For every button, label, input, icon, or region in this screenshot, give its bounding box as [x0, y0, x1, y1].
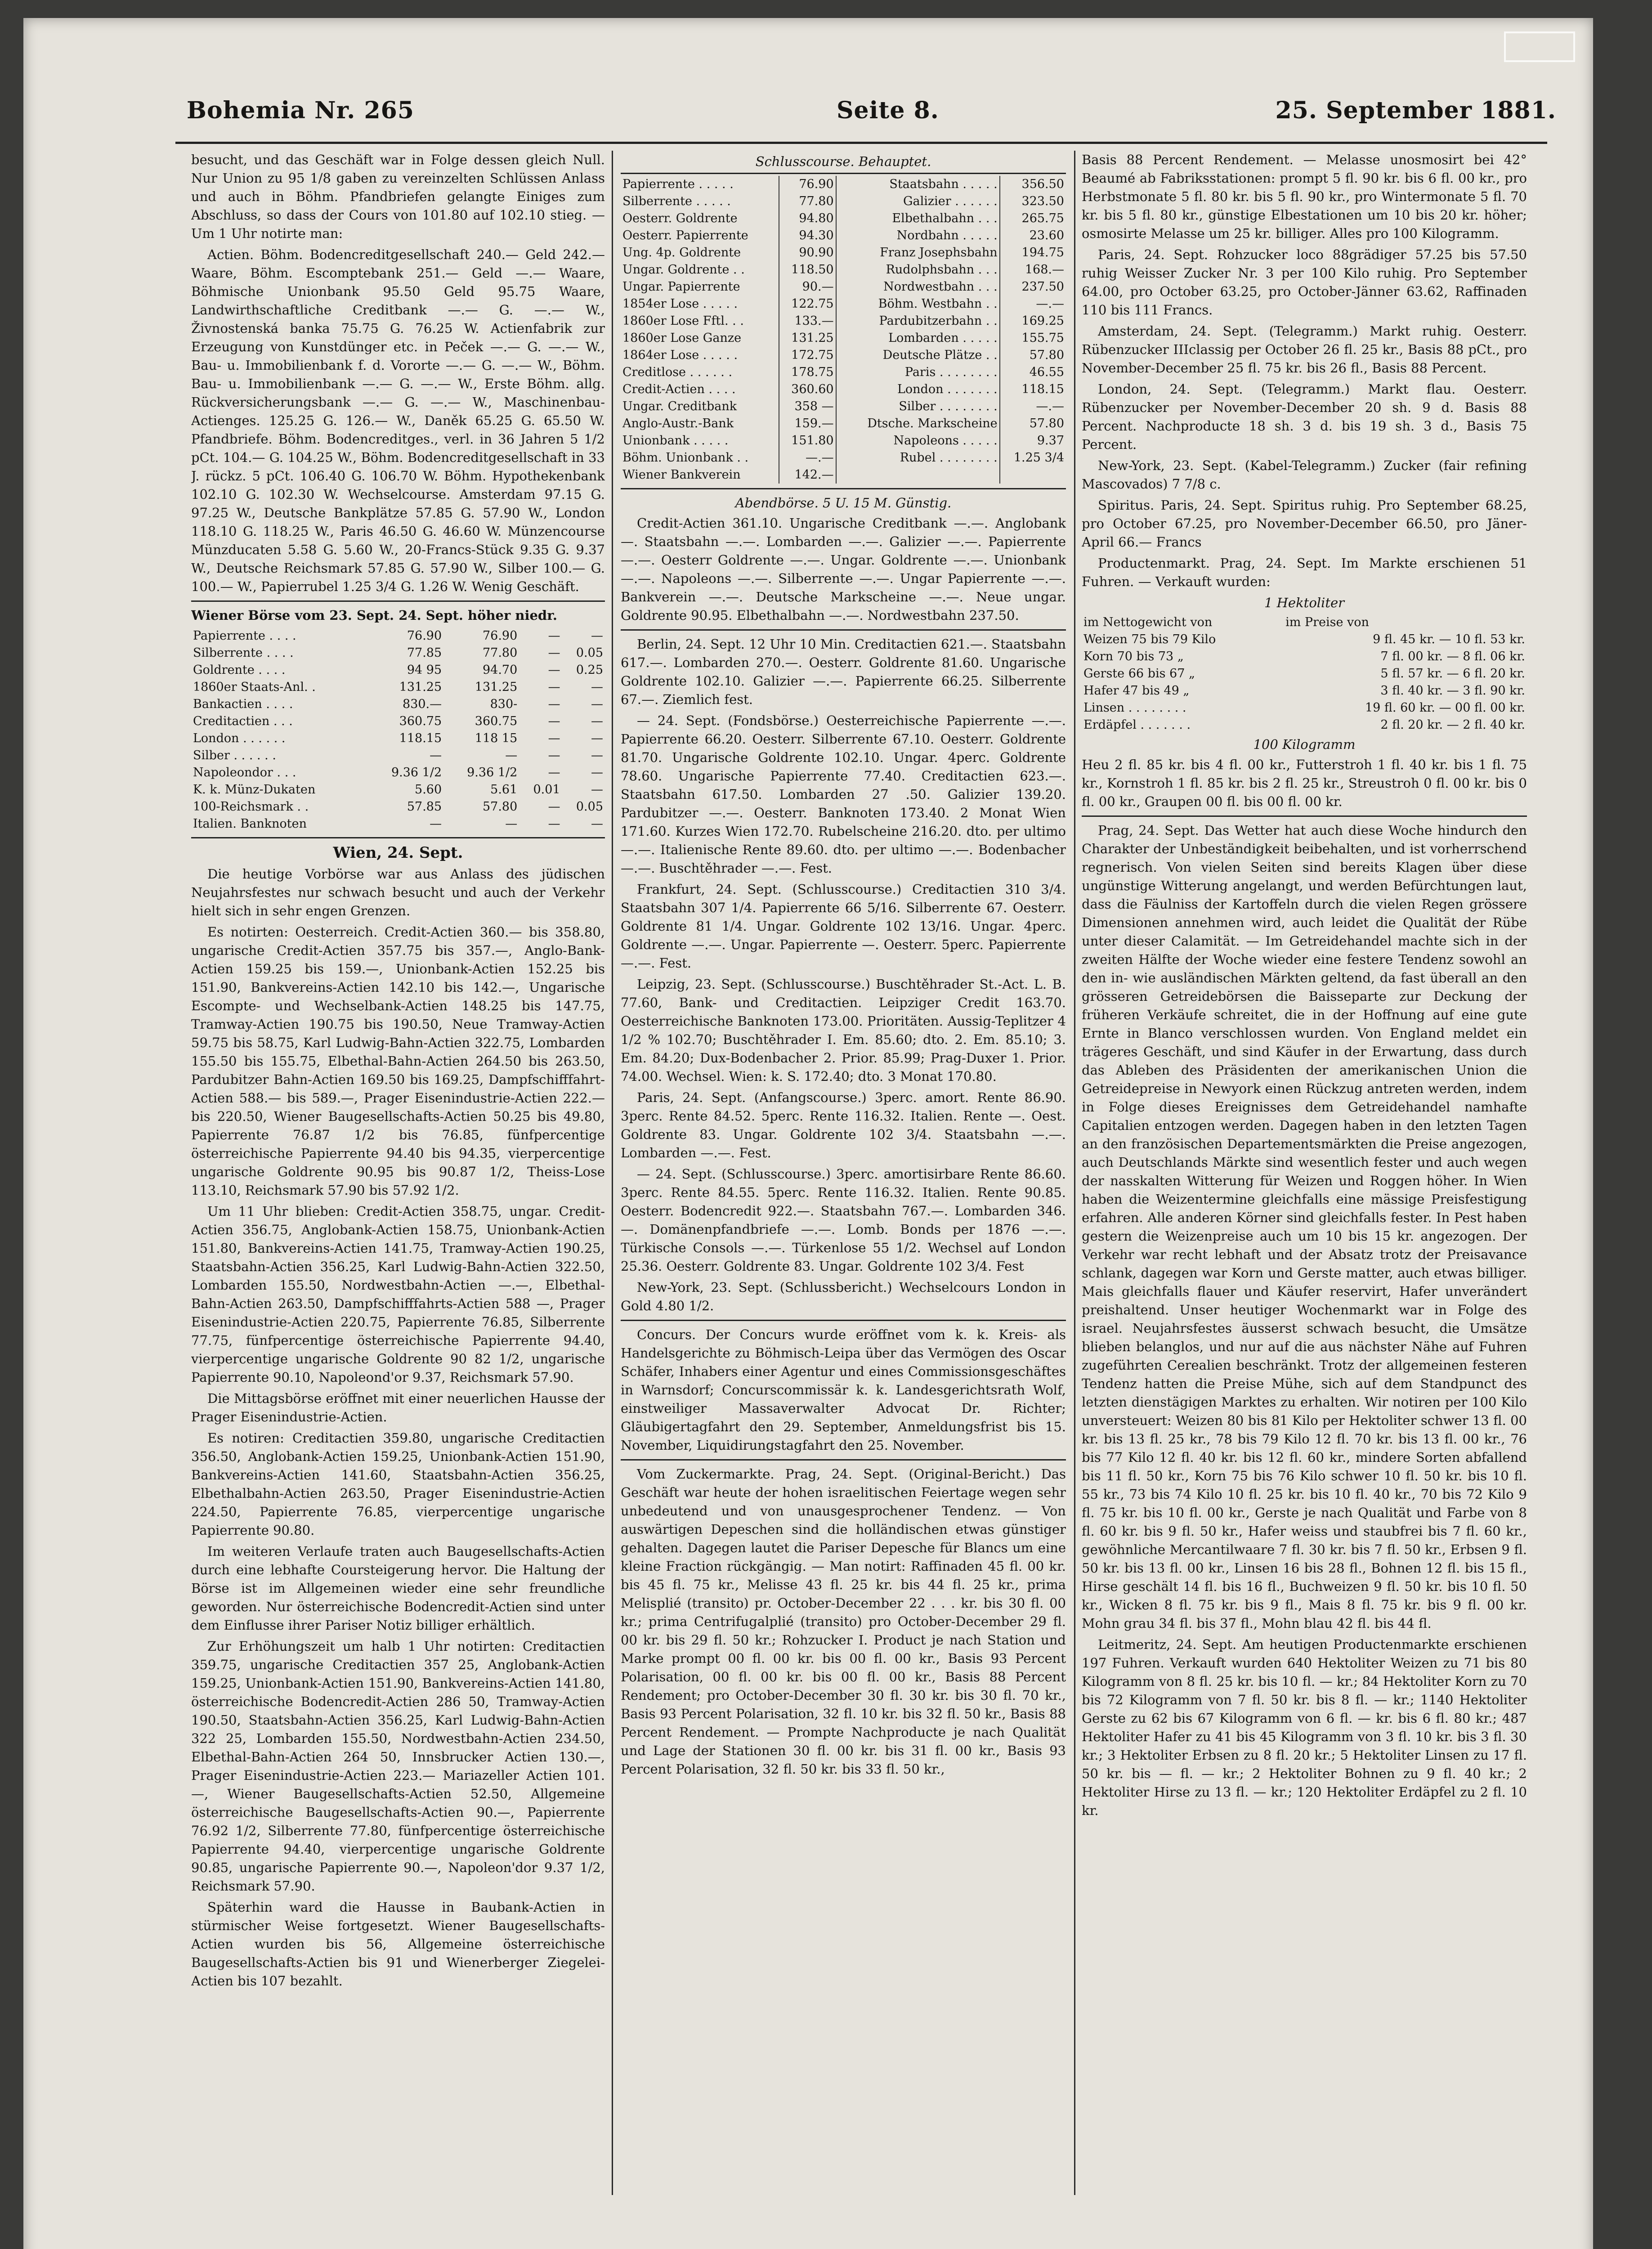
schluss-row — [621, 449, 1066, 466]
boerse-row — [191, 713, 605, 730]
productenmarkt-intro: Productenmarkt. Prag, 24. Sept. Im Markte erschienen 51 Fuhren. — Verkauft wurden: — [1082, 556, 1527, 589]
boerse-row — [191, 662, 605, 679]
column-3 — [1082, 151, 1527, 2195]
prod-row-cell: 5 fl. 57 kr. — 6 fl. 20 kr. — [1380, 667, 1525, 681]
prod-row — [1082, 699, 1527, 717]
leitmeritz-report: Leitmeritz, 24. Sept. Am heutigen Productenmarkte erschienen 197 Fuhren. Verkauft wurden 640 Hektoliter Weizen zu 71 bis 80 Kilogramm von 8 fl. 25 kr. bis 10 fl. — kr.; 84 Hektoliter Korn zu 70 bis 72 Kilogramm von 7 fl. 50 kr. bis 8 fl. — kr.; 1140 Hektoliter Gerste zu 62 bis 67 Kilogramm von 6 fl. — kr. bis 6 fl. 80 kr.; 487 Hektoliter Hafer zu 41 bis 45 Kilogramm von 3 fl. 10 kr. bis 3 fl. 30 kr.; 3 Hektoliter Erbsen zu 8 fl. 20 kr.; 5 Hektoliter Linsen zu 17 fl. 50 kr. bis — fl. — kr.; 2 Hektoliter Bohnen zu 9 fl. 40 kr.; 2 Hektoliter Hirse zu 13 fl. — kr.; 120 Hektoliter Erdäpfel zu 2 fl. 10 kr. — [1082, 1637, 1527, 1818]
schluss-row-cell: Credit-Actien . . . . — [621, 381, 779, 398]
wiener-boerse-table — [191, 627, 605, 833]
wien-paragraph: Die Mittagsbörse eröffnet mit einer neuerlichen Hausse der Prager Eisenindustrie-Actien. — [191, 1391, 605, 1425]
schluss-row-cell: 90.— — [779, 278, 836, 296]
schluss-row-cell: 172.75 — [779, 347, 836, 364]
boerse-row-cell: — — [505, 817, 518, 831]
prod-row-cell: 19 fl. 60 kr. — 00 fl. 00 kr. — [1365, 701, 1525, 715]
schluss-row-cell: Oesterr. Papierrente — [621, 227, 779, 244]
boerse-row-cell: Napoleondor . . . — [193, 766, 296, 780]
boerse-row-cell: — — [548, 680, 560, 694]
berlin-fondsboerse: — 24. Sept. (Fondsbörse.) Oesterreichische Papierrente —.—. Papierrente 66.20. Oesterr. Silberrente 67.10. Oesterr. Goldrente 81.70. Ungarische Goldrente 102.10. Ungar. 4perc. Goldrente 78.60. Ungarische Papierrente 77.40. Creditactien 623.—. Staatsbahn 617.50. Lombarden 27 .50. Galizier 139.20. Pardubitzer —.—. Oesterr. Banknoten 173.40. 2 Monat Wien 171.60. Kurzes Wien 172.70. Rubelscheine 216.20. dto. per ultimo —.—. Italienische Rente 89.60. dto. per ultimo —.—. Bodenbacher —.—. Buschtěhrader —.—. Fest. — [621, 713, 1066, 876]
schluss-row-cell: 323.50 — [1021, 194, 1064, 208]
boerse-row-cell: Goldrente . . . . — [193, 663, 286, 677]
boerse-row-cell: — — [591, 697, 603, 711]
boerse-row-cell: 94.70 — [482, 663, 518, 677]
wien-title: Wien, 24. Sept. — [333, 844, 463, 862]
schluss-row-cell: Pardubitzerbahn . . — [836, 313, 1000, 330]
prod-row-cell: 2 fl. 20 kr. — 2 fl. 40 kr. — [1380, 718, 1525, 732]
boerse-row-cell: Silber . . . . . . — [193, 748, 276, 762]
boerse-row-cell: — — [591, 766, 603, 780]
schluss-row — [621, 466, 1066, 484]
paris-zucker: Paris, 24. Sept. Rohzucker loco 88grädiger 57.25 bis 57.50 ruhig Weisser Zucker Nr. 3 per 100 Kilo ruhig. Pro September 64.00, pro October 63.25, pro October-Jänner 63.62, Raffinaden 110 bis 111 Francs. — [1082, 247, 1527, 318]
schluss-row-cell: Oesterr. Goldrente — [621, 210, 779, 227]
prod-row-cell: Korn 70 bis 73 „ — [1083, 650, 1184, 663]
prod-head-weight: im Nettogewicht von — [1083, 615, 1213, 629]
newyork-zucker: New-York, 23. Sept. (Kabel-Telegramm.) Zucker (fair refining Mascovados) 7 7/8 c. — [1082, 458, 1527, 492]
schluss-row-cell: —.— — [1036, 297, 1064, 311]
boerse-row-cell: 100-Reichsmark . . — [193, 800, 309, 814]
prod-row — [1082, 631, 1527, 648]
schluss-row-cell: 237.50 — [1021, 280, 1064, 294]
boerse-row-cell: — — [548, 714, 560, 728]
schluss-row-cell: Wiener Bankverein — [621, 466, 779, 484]
boerse-row-cell: 76.90 — [407, 629, 442, 643]
schluss-row — [621, 278, 1066, 296]
schluss-row-cell: 1854er Lose . . . . . — [621, 296, 779, 313]
schluss-row-cell: 178.75 — [779, 364, 836, 381]
schluss-row-cell: 1864er Lose . . . . . — [621, 347, 779, 364]
prod-row — [1082, 717, 1527, 734]
schluss-row-cell: Deutsche Plätze . . — [836, 347, 1000, 364]
schluss-row-cell: 358 — — [779, 398, 836, 415]
boerse-row-cell: 360.75 — [399, 714, 442, 728]
boerse-row-cell: — — [505, 748, 518, 762]
boerse-row-cell: Creditactien . . . — [193, 714, 293, 728]
schluss-row-cell: Nordbahn . . . . . — [836, 227, 1000, 244]
paris-report: Paris, 24. Sept. (Anfangscourse.) 3perc. amort. Rente 86.90. 3perc. Rente 84.52. 5perc. Rente 116.32. Italien. Rente —. Oest. Goldrente 83. Ungar. Goldrente 102 3/4. Staatsbahn —.—. Lombarden —.—. Fest. — [621, 1090, 1066, 1160]
schluss-row-cell: 76.90 — [779, 176, 836, 193]
boerse-row — [191, 815, 605, 833]
schluss-row-cell: 90.90 — [779, 244, 836, 261]
schluss-row-cell — [836, 466, 1000, 484]
boerse-row-cell: — — [591, 817, 603, 831]
boerse-row-cell: 0.05 — [576, 800, 603, 814]
schluss-row-cell: 159.— — [779, 415, 836, 432]
boerse-row-cell: 57.80 — [482, 800, 518, 814]
boerse-row-cell: — — [591, 629, 603, 643]
schluss-row-cell: 169.25 — [1021, 314, 1064, 328]
divider — [621, 1459, 1066, 1461]
prag-getreide-report: Prag, 24. Sept. Das Wetter hat auch diese Woche hindurch den Charakter der Unbeständigkeit beibehalten, und ist vorherrschend regnerisch. Von vielen Seiten sind bereits Klagen über diese ungünstige Witterung angelangt, und werden Befürchtungen laut, dass die Fäulniss der Kartoffeln durch die vielen Regen grössere Dimensionen annehmen wird, auch leidet die Qualität der Rübe unter dieser Calamität. — Im Getreidehandel machte sich in der zweiten Hälfte der Woche wieder eine festere Tendenz sowohl an den in- wie ausländischen Märkten geltend, da fast überall an den grösseren Getreidebörsen die Baisseparte zur Deckung der früheren Verkäufe schreitet, die in der Hoffnung auf eine gute Ernte in Blanco verschlossen wurden. Von England meldet ein trägeres Geschäft, und sind Käufer in der Erwartung, dass durch das Ableben des Präsidenten der amerikanischen Union die Getreidepreise in Newyork einen Rückzug antreten werden, indem in Folge dieses Ereignisses dem Getreidehandel namhafte Capitalien entzogen werden. Dagegen haben in den letzten Tagen an den französischen Departementsmärkten die Preise angezogen, auch Deutschlands Märkte sind wesentlich fester und auch wegen der nasskalten Witterung für Weizen und Roggen höher. In Wien haben die Weizentermine gleichfalls eine mässige Preisfestigung erfahren. Alle anderen Körner sind gleichfalls fester. In Pest haben gestern die Weizenpreise auch um 10 bis 15 kr. angezogen. Der Verkehr war recht lebhaft und der Absatz trotz der Preisavance schlank, dagegen war Korn und Gerste matter, auch etwas billiger. Mais gleichfalls flauer und Käufer reservirt, Hafer unverändert preishaltend. Unser heutiger Wochenmarkt war in Folge des israel. Neujahrsfestes äusserst schwach besucht, die Umsätze blieben belanglos, und nur auf die aus nächster Nähe auf Fuhren zugeführten Cerealien beschränkt. Trotz der allgemeinen festeren Tendenz hatten die Preise Mühe, sich auf dem Standpunct des letzten dienstägigen Marktes zu erhalten. Wir notiren per 100 Kilo unversteuert: Weizen 80 bis 81 Kilo per Hektoliter schwer 13 fl. 00 kr. bis 13 fl. 25 kr., 78 bis 79 Kilo 12 fl. 70 kr. bis 13 fl. 00 kr., 76 bis 77 Kilo 12 fl. 40 kr. bis 12 fl. 60 kr., mindere Sorten abfallend bis 11 fl. 50 kr., Korn 75 bis 76 Kilo schwer 10 fl. 50 kr. bis 10 fl. 55 kr., 73 bis 74 Kilo 10 fl. 25 kr. bis 10 fl. 40 kr., 70 bis 72 Kilo 9 fl. 75 kr. bis 10 fl. 00 kr., Gerste je nach Qualität und Farbe von 8 fl. 60 kr. bis 9 fl. 50 kr., Hafer weiss und staubfrei bis 7 fl. 60 kr., gewöhnliche Mercantilwaare 7 fl. 30 kr. bis 7 fl. 50 kr., Erbsen 9 fl. 50 kr. bis 13 fl. 00 kr., Linsen 16 bis 28 fl., Bohnen 12 fl. bis 15 fl., Hirse geschält 14 fl. bis 16 fl., Buchweizen 9 fl. 50 kr. bis 10 fl. 50 kr., Wicken 8 fl. 75 kr. bis 9 fl., Mais 8 fl. 75 kr. bis 9 fl. 00 kr. Mohn grau 34 fl. bis 37 fl., Mohn blau 42 fl. bis 44 fl. — [1082, 823, 1527, 1631]
boerse-row-cell: — — [548, 646, 560, 660]
schluss-row — [621, 313, 1066, 330]
boerse-row-cell: — — [548, 731, 560, 745]
prod-row-cell: Gerste 66 bis 67 „ — [1083, 667, 1195, 681]
boerse-row-cell: — — [591, 680, 603, 694]
spiritus-report: Spiritus. Paris, 24. Sept. Spiritus ruhig. Pro September 68.25, pro October 67.25, pro November-December 66.50, pro Jäner-April 66.— Francs — [1082, 497, 1527, 550]
schluss-row — [621, 244, 1066, 261]
wien-paragraph: Die heutige Vorbörse war aus Anlass des jüdischen Neujahrsfestes nur schwach besucht und auch der Verkehr hielt sich in sehr engen Grenzen. — [191, 866, 605, 918]
schluss-row-cell: Ungar. Goldrente . . — [621, 261, 779, 278]
schluss-row — [621, 381, 1066, 398]
boerse-row-cell: 0.05 — [576, 646, 603, 660]
schluss-row — [621, 296, 1066, 313]
schluss-row-cell: —.— — [779, 449, 836, 466]
boerse-row-cell: 9.36 1/2 — [391, 766, 442, 780]
schluss-row-cell — [1000, 466, 1066, 484]
boerse-row-cell: 0.01 — [533, 783, 560, 797]
schluss-row-cell: Böhm. Westbahn . . — [836, 296, 1000, 313]
schluss-row — [621, 347, 1066, 364]
prod-row-cell: 9 fl. 45 kr. — 10 fl. 53 kr. — [1373, 632, 1525, 646]
boerse-row-cell: — — [548, 748, 560, 762]
divider — [621, 173, 1066, 174]
berlin-report: Berlin, 24. Sept. 12 Uhr 10 Min. Creditactien 621.—. Staatsbahn 617.—. Lombarden 270.—. Oesterr. Goldrente 81.60. Ungarische Goldrente 102.10. Galizier —.—. Papierrente 66.25. Silberrente 67.—. Ziemlich fest. — [621, 636, 1066, 707]
boerse-row-cell: K. k. Münz-Dukaten — [193, 783, 316, 797]
schluss-row-cell: Silber . . . . . . . . — [836, 398, 1000, 415]
schluss-row-cell: 1.25 3/4 — [1013, 451, 1064, 465]
boerse-row-cell: — — [591, 748, 603, 762]
kilogramm-label: 100 Kilogramm — [1253, 737, 1356, 752]
boerse-row-cell: 830.— — [403, 697, 442, 711]
boerse-row — [191, 645, 605, 662]
prod-row — [1082, 682, 1527, 699]
melasse-report: Basis 88 Percent Rendement. — Melasse unosmosirt bei 42° Beaumé ab Fabriksstationen: prompt 5 fl. 90 kr. bis 6 fl. 00 kr., pro Herbstmonate 5 fl. 80 kr. bis 5 fl. 90 kr., pro Wintermonate 5 fl. 70 kr. bis 5 fl. 80 kr., günstige Elbestationen um 10 bis 20 kr. höher; osmosirte Melasse um 25 kr. billiger. Alles pro 100 Kilogramm. — [1082, 152, 1527, 241]
boerse-row-cell: 1860er Staats-Anl. . — [193, 680, 316, 694]
column-rule-1 — [612, 151, 613, 2195]
wien-paragraph: Um 11 Uhr blieben: Credit-Actien 358.75, ungar. Credit-Actien 356.75, Anglobank-Actien 158.75, Unionbank-Actien 151.80, Bankvereins-Actien 141.75, Tramway-Actien 190.25, Staatsbahn-Actien 356.25, Karl Ludwig-Bahn-Actien 322.50, Lombarden 155.50, Nordwestbahn-Actien —.—, Elbethal-Bahn-Actien 263.50, Dampfschifffahrts-Actien 588 —, Prager Eisenindustrie-Actien 220.75, Papierrente 76.85, Silberrente 77.75, fünfpercentige österreichische Papierrente 94.40, vierpercentige ungarische Goldrente 90 82 1/2, ungarische Papierrente 90.10, Napoleond'or 9.37, Reichsmark 57.90. — [191, 1204, 605, 1385]
boerse-row-cell: — — [548, 629, 560, 643]
corner-mark — [1504, 31, 1575, 62]
paris-schlusscourse: — 24. Sept. (Schlusscourse.) 3perc. amortisirbare Rente 86.60. 3perc. Rente 84.55. 5perc. Rente 116.32. Italien. Rente 90.85. Oesterr. Bodencredit 922.—. Staatsbahn 767.—. Lombarden 346.—. Domänenpfandbriefe —.—. Lomb. Bonds per 1876 —.—. Türkische Consols —.—. Türkenlose 55 1/2. Wechsel auf London 25.36. Oesterr. Goldrente 83. Ungar. Goldrente 102 3/4. Fest — [621, 1166, 1066, 1274]
boerse-row-cell: — — [548, 817, 560, 831]
schluss-row-cell: Franz Josephsbahn — [836, 244, 1000, 261]
leipzig-report: Leipzig, 23. Sept. (Schlusscourse.) Buschtěhrader St.-Act. L. B. 77.60, Bank- und Creditactien. Leipziger Credit 163.70. Oesterreichische Banknoten 173.00. Prioritäten. Aussig-Teplitzer 4 1/2 % 102.70; Buschtěhrader I. Em. 85.60; dto. 2. Em. 85.10; 3. Em. 84.20; Dux-Bodenbacher 2. Prior. 85.99; Prag-Duxer 1. Prior. 74.00. Wechsel. Wien: k. S. 172.40; dto. 3 Monat 170.80. — [621, 977, 1066, 1084]
schluss-row — [621, 330, 1066, 347]
boerse-row — [191, 730, 605, 747]
schluss-row-cell: 118.50 — [779, 261, 836, 278]
schluss-row — [621, 227, 1066, 244]
schluss-row-cell: London . . . . . . . — [836, 381, 1000, 398]
boerse-row-cell: 57.85 — [407, 800, 442, 814]
column-2 — [621, 151, 1066, 2195]
boerse-row — [191, 798, 605, 815]
schluss-row-cell: Napoleons . . . . . — [836, 432, 1000, 449]
prod-row-cell: Linsen . . . . . . . . — [1083, 701, 1186, 715]
schluss-row-cell: Rubel . . . . . . . . — [836, 449, 1000, 466]
boerse-row-cell: 0.25 — [576, 663, 603, 677]
boerse-row-cell: — — [591, 783, 603, 797]
schluss-row-cell: 360.60 — [779, 381, 836, 398]
boerse-row-cell: 360.75 — [475, 714, 518, 728]
schluss-row-cell: —.— — [1036, 399, 1064, 413]
prod-row — [1082, 665, 1527, 682]
amsterdam-zucker: Amsterdam, 24. Sept. (Telegramm.) Markt ruhig. Oesterr. Rübenzucker IIIclassig per October 26 fl. 25 kr., Basis 88 pCt., pro November-December 25 fl. 75 kr. bis 26 fl., Basis 88 Percent. — [1082, 323, 1527, 376]
schlusscourse-title: Schlusscourse. Behauptet. — [755, 154, 931, 169]
schluss-row-cell: 265.75 — [1021, 211, 1064, 225]
schluss-row-cell: 122.75 — [779, 296, 836, 313]
boerse-row-cell: — — [591, 731, 603, 745]
boerse-row-cell: 118.15 — [399, 731, 442, 745]
header-rule — [175, 142, 1547, 144]
boerse-row-cell: Italien. Banknoten — [193, 817, 307, 831]
schluss-row — [621, 193, 1066, 210]
schluss-row-cell: Nordwestbahn . . . — [836, 278, 1000, 296]
boerse-row-cell: — — [430, 748, 442, 762]
schluss-row-cell: 46.55 — [1029, 365, 1064, 379]
boerse-row — [191, 696, 605, 713]
boerse-row-cell: — — [430, 817, 442, 831]
boerse-row-cell: Silberrente . . . . — [193, 646, 294, 660]
prod-row-cell: Weizen 75 bis 79 Kilo — [1083, 632, 1216, 646]
boerse-row-cell: — — [548, 766, 560, 780]
schluss-row-cell: 23.60 — [1029, 228, 1064, 242]
schluss-row — [621, 432, 1066, 449]
schluss-row-cell: Lombarden . . . . . — [836, 330, 1000, 347]
divider — [621, 629, 1066, 631]
schluss-row — [621, 415, 1066, 432]
boerse-row — [191, 627, 605, 645]
boerse-row-cell: 77.85 — [407, 646, 442, 660]
schluss-row-cell: Creditlose . . . . . . — [621, 364, 779, 381]
prod-row-cell: 7 fl. 00 kr. — 8 fl. 06 kr. — [1380, 650, 1525, 663]
header-publication: Bohemia Nr. 265 — [187, 97, 415, 124]
schluss-row-cell: Paris . . . . . . . . — [836, 364, 1000, 381]
schluss-row — [621, 210, 1066, 227]
abendboerse-text: Credit-Actien 361.10. Ungarische Creditbank —.—. Anglobank —. Staatsbahn —.—. Lombarden —.—. Galizier —.—. Papierrente —.—. Oesterr Goldrente —.—. Ungar. Goldrente —.—. Unionbank —.—. Napoleons —.—. Silberrente —.—. Ungar Papierrente —.—. Bankverein —.—. Deutsche Markscheine —.—. Neue ungar. Goldrente 90.95. Elbethalbahn —.—. Nordwestbahn 237.50. — [621, 515, 1066, 623]
boerse-row — [191, 747, 605, 764]
header-date: 25. September 1881. — [1275, 97, 1556, 124]
schluss-row-cell: Ungar. Creditbank — [621, 398, 779, 415]
boerse-row-cell: 77.80 — [482, 646, 518, 660]
boerse-row-cell: — — [548, 663, 560, 677]
column-1 — [191, 151, 605, 2195]
schluss-row-cell: 57.80 — [1029, 348, 1064, 362]
boerse-row-cell: Bankactien . . . . — [193, 697, 293, 711]
boerse-row-cell: 131.25 — [475, 680, 518, 694]
boerse-row — [191, 764, 605, 781]
boerse-row-cell: 5.61 — [490, 783, 518, 797]
boerse-row-cell: 5.60 — [415, 783, 442, 797]
schluss-row-cell: Böhm. Unionbank . . — [621, 449, 779, 466]
schluss-row-cell: Dtsche. Markscheine — [836, 415, 1000, 432]
schluss-row-cell: Anglo-Austr.-Bank — [621, 415, 779, 432]
schluss-row-cell: 94.30 — [779, 227, 836, 244]
schluss-row-cell: 168.— — [1025, 263, 1064, 277]
boerse-row-cell: London . . . . . . — [193, 731, 286, 745]
boerse-row-cell: 131.25 — [399, 680, 442, 694]
heu-stroh-prices: Heu 2 fl. 85 kr. bis 4 fl. 00 kr., Futterstroh 1 fl. 40 kr. bis 1 fl. 75 kr., Kornstroh 1 fl. 85 kr. bis 2 fl. 25 kr., Streustroh 0 fl. 00 kr. bis 0 fl. 00 kr., Graupen 00 fl. bis 00 fl. 00 kr. — [1082, 757, 1527, 809]
schluss-row-cell: 194.75 — [1021, 246, 1064, 260]
boerse-row-cell: — — [591, 714, 603, 728]
schluss-row-cell: 9.37 — [1037, 434, 1064, 448]
header-page-number: Seite 8. — [837, 97, 939, 124]
page-header — [148, 83, 1570, 133]
prod-row-cell: Erdäpfel . . . . . . . — [1083, 718, 1191, 732]
schluss-row — [621, 364, 1066, 381]
boerse-row — [191, 781, 605, 798]
column-rule-2 — [1074, 151, 1075, 2195]
schluss-row-cell: Ungar. Papierrente — [621, 278, 779, 296]
productenmarkt-table — [1082, 614, 1527, 734]
prod-row-cell: 3 fl. 40 kr. — 3 fl. 90 kr. — [1380, 684, 1525, 698]
schluss-row-cell: Silberrente . . . . . — [621, 193, 779, 210]
newyork-report: New-York, 23. Sept. (Schlussbericht.) Wechselcours London in Gold 4.80 1/2. — [621, 1280, 1066, 1313]
boerse-row-cell: 118 15 — [475, 731, 518, 745]
boerse-row-cell: — — [548, 697, 560, 711]
wien-paragraph: Es notirten: Oesterreich. Credit-Actien 360.— bis 358.80, ungarische Credit-Actien 357.75 bis 357.—, Anglo-Bank-Actien 159.25 bis 159.—, Unionbank-Actien 152.25 bis 151.90, Bankvereins-Actien 142.10 bis 142.—, Ungarische Escompte- und Wechselbank-Actien 148.25 bis 147.75, Tramway-Actien 190.75 bis 190.50, Neue Tramway-Actien 59.75 bis 58.75, Karl Ludwig-Bahn-Actien 322.75, Lombarden 155.50 bis 155.75, Elbethal-Bahn-Actien 264.50 bis 263.50, Pardubitzer Bahn-Actien 169.50 bis 169.25, Dampfschifffahrt-Actien 588.— bis 589.—, Prager Eisenindustrie-Actien 222.— bis 220.50, Wiener Baugesellschafts-Actien 50.25 bis 49.80, Papierrente 76.87 1/2 bis 76.85, fünfpercentige österreichische Papierrente 94.40 bis 94.35, vierpercentige ungarische Goldrente 90.95 bis 90.87 1/2, Theiss-Lose 113.10, Reichsmark 57.90 bis 57.92 1/2. — [191, 924, 605, 1198]
prod-row-cell: Hafer 47 bis 49 „ — [1083, 684, 1190, 698]
schluss-row-cell: 131.25 — [779, 330, 836, 347]
boerse-row-cell: Papierrente . . . . — [193, 629, 296, 643]
schlusscourse-table — [621, 176, 1066, 484]
concurs-notice: Concurs. Der Concurs wurde eröffnet vom k. k. Kreis- als Handelsgerichte zu Böhmisch-Leipa über das Vermögen des Oscar Schäfer, Inhabers einer Agentur und eines Commissionsgeschäftes in Warnsdorf; Concurscommissär k. k. Landesgerichtsrath Wolf, einstweiliger Massaverwalter Advocat Dr. Richter; Gläubigertagfahrt den 29. September, Anmeldungsfrist bis 15. November, Liquidirungstagfahrt den 25. November. — [621, 1327, 1066, 1453]
divider — [191, 837, 605, 838]
london-zucker: London, 24. Sept. (Telegramm.) Markt flau. Oesterr. Rübenzucker per November-December 20 sh. 9 d. Basis 88 Percent. Nachproducte 18 sh. 3 d. bis 19 sh. 3 d., Basis 75 Percent. — [1082, 381, 1527, 452]
schluss-row-cell: 133.— — [779, 313, 836, 330]
schluss-row-cell: Unionbank . . . . . — [621, 432, 779, 449]
divider — [621, 488, 1066, 489]
wiener-boerse-title: Wiener Börse vom 23. Sept. 24. Sept. höher niedr. — [191, 608, 557, 623]
schluss-row-cell: 1860er Lose Ganze — [621, 330, 779, 347]
wien-paragraph: Zur Erhöhungszeit um halb 1 Uhr notirten: Creditactien 359.75, ungarische Creditactien 357 25, Anglobank-Actien 159.25, Unionbank-Actien 151.90, Bankvereins-Actien 141.80, österreichische Bodencredit-Actien 286 50, Tramway-Actien 190.50, Staatsbahn-Actien 356.25, Karl Ludwig-Bahn-Actien 322 25, Lombarden 155.50, Nordwestbahn-Actien 234.50, Elbethal-Bahn-Actien 264 50, Innsbrucker Actien 130.—, Prager Eisenindustrie-Actien 223.— Mariazeller Actien 101.—, Wiener Baugesellschafts-Actien 52.50, Allgemeine österreichische Baugesellschafts-Actien 90.—, Papierrente 76.92 1/2, Silberrente 77.80, fünfpercentige österreichische Papierrente 94.40, vierpercentige ungarische Goldrente 90.85, ungarische Papierrente 90.—, Napoleon'dor 9.37 1/2, Reichsmark 57.90. — [191, 1639, 605, 1894]
boerse-row — [191, 679, 605, 696]
frankfurt-report: Frankfurt, 24. Sept. (Schlusscourse.) Creditactien 310 3/4. Staatsbahn 307 1/4. Papierrente 66 5/16. Silberrente 67. Oesterr. Goldrente 81 1/4. Ungar. Goldrente 102 13/16. Ungar. 4perc. Goldrente —.—. Ungar. Papierrente —. Oesterr. 5perc. Papierrente —.—. Fest. — [621, 882, 1066, 971]
schluss-row-cell: Ung. 4p. Goldrente — [621, 244, 779, 261]
boerse-row-cell: — — [548, 800, 560, 814]
schluss-row-cell: Papierrente . . . . . — [621, 176, 779, 193]
schluss-row-cell: Rudolphsbahn . . . — [836, 261, 1000, 278]
hektoliter-label: 1 Hektoliter — [1264, 595, 1345, 610]
schluss-row-cell: 151.80 — [779, 432, 836, 449]
boerse-row-cell: 94 95 — [407, 663, 442, 677]
schluss-row-cell: 118.15 — [1021, 382, 1064, 396]
schluss-row-cell: 356.50 — [1021, 177, 1064, 191]
abendboerse-title: Abendbörse. 5 U. 15 M. Günstig. — [735, 495, 952, 511]
prod-row — [1082, 648, 1527, 665]
divider — [191, 600, 605, 602]
schluss-row-cell: 77.80 — [779, 193, 836, 210]
divider — [621, 1320, 1066, 1321]
divider — [1082, 815, 1527, 817]
schluss-row-cell: 1860er Lose Fftl. . . — [621, 313, 779, 330]
boerse-row-cell: 76.90 — [482, 629, 518, 643]
schluss-row-cell: 142.— — [779, 466, 836, 484]
schluss-row-cell: 94.80 — [779, 210, 836, 227]
schluss-row-cell: Galizier . . . . . . — [836, 193, 1000, 210]
zuckermarkt-report: Vom Zuckermarkte. Prag, 24. Sept. (Original-Bericht.) Das Geschäft war heute der hohen israelitischen Feiertage wegen sehr unbedeutend und von unausgesprochener Tendenz. — Von auswärtigen Depeschen sind die holländischen etwas günstiger gehalten. Dagegen lautet die Pariser Depesche für Blancs um eine kleine Fraction rückgängig. — Man notirt: Raffinaden 45 fl. 00 kr. bis 45 fl. 75 kr., Melisse 43 fl. 25 kr. bis 44 fl. 25 kr., prima Melisplié (transito) pr. October-December 22 . . . kr. bis 30 fl. 00 kr.; prima Centrifugalplié (transito) pro October-December 29 fl. 00 kr. bis 29 fl. 50 kr.; Rohzucker I. Product je nach Station und Marke prompt 00 fl. 00 kr. bis 00 fl. 00 kr., Basis 93 Percent Polarisation, 00 fl. 00 kr. bis 00 fl. 00 kr., Basis 88 Percent Rendement; pro October-December 30 fl. 30 kr. bis 30 fl. 70 kr., Basis 93 Percent Polarisation, 32 fl. 10 kr. bis 32 fl. 50 kr., Basis 88 Percent Rendement. — Prompte Nachproducte je nach Qualität und Lage der Stationen 30 fl. 00 kr. bis 31 fl. 00 kr., Basis 93 Percent Polarisation, 32 fl. 50 kr. bis 33 fl. 50 kr., — [621, 1466, 1066, 1777]
boerse-row-cell: 830- — [490, 697, 518, 711]
prague-quotes: Actien. Böhm. Bodencreditgesellschaft 240.— Geld 242.— Waare, Böhm. Escomptebank 251.— Geld —.— Waare, Böhmische Unionbank 95.50 Geld 95.75 Waare, Landwirthschaftliche Creditbank —.— G. —.— W., Živnostenská banka 75.75 G. 76.25 W. Actienfabrik zur Erzeugung von Kunstdünger etc. in Peček —.— G. —.— W., Bau- u. Immobilienbank f. d. Vororte —.— G. —.— W., Böhm. Bau- u. Immobilienbank —.— G. —.— W., Erste Böhm. allg. Rückversicherungsbank —.— G. —.— W., Maschinenbau-Actienges. 125.25 G. 126.— W., Daněk 65.25 G. 65.50 W. Pfandbriefe. Böhm. Bodencreditges., verl. in 36 Jahren 5 1/2 pCt. 104.— G. 104.25 W., Böhm. Bodencreditgesellschaft in 33 J. rückz. 5 pCt. 106.40 G. 106.70 W. Böhm. Hypothekenbank 102.10 G. 102.30 W. Wechselcourse. Amsterdam 97.15 G. 97.25 W., Deutsche Bankplätze 57.85 G. 57.90 W., London 118.10 G. 118.25 W., Paris 46.50 G. 46.60 W. Münzencourse Münzducaten 5.58 G. 5.60 W., 20-Francs-Stück 9.35 G. 9.37 W., Deutsche Reichsmark 57.85 G. 57.90 W., Silber 100.— G. 100.— W., Papierrubel 1.25 3/4 G. 1.26 W. Wenig Geschäft. — [191, 247, 605, 594]
prod-head-price: im Preise von — [1285, 615, 1369, 629]
wien-paragraph: Späterhin ward die Hausse in Baubank-Actien in stürmischer Weise fortgesetzt. Wiener Baugesellschafts-Actien wurden bis 56, Allgemeine österreichische Baugesellschafts-Actien bis 91 und Wienerberger Ziegelei-Actien bis 107 bezahlt. — [191, 1900, 605, 1989]
wien-paragraph: Im weiteren Verlaufe traten auch Baugesellschafts-Actien durch eine lebhafte Coursteigerung hervor. Die Haltung der Börse ist im Allgemeinen wieder eine sehr freundliche geworden. Nur österreichische Bodencredit-Actien sind unter dem Einflusse ihrer Pariser Notiz billiger erhältlich. — [191, 1544, 605, 1633]
schluss-row — [621, 398, 1066, 415]
schluss-row-cell: 155.75 — [1021, 331, 1064, 345]
schluss-row — [621, 261, 1066, 278]
schluss-row-cell: Elbethalbahn . . . — [836, 210, 1000, 227]
schluss-row-cell: 57.80 — [1029, 417, 1064, 430]
wien-paragraph: Es notiren: Creditactien 359.80, ungarische Creditactien 356.50, Anglobank-Actien 159.25, Unionbank-Actien 151.90, Bankvereins-Actien 141.60, Staatsbahn-Actien 356.25, Elbethalbahn-Actien 263.50, Prager Eisenindustrie-Actien 224.50, Papierrente 76.85, vierpercentige ungarische Papierrente 90.80. — [191, 1430, 605, 1538]
schluss-row-cell: Staatsbahn . . . . . — [836, 176, 1000, 193]
prague-report-text: besucht, und das Geschäft war in Folge dessen gleich Null. Nur Union zu 95 1/8 gaben zu vereinzelten Schlüssen Anlass und auch in Böhm. Pfandbriefen gelangte Einiges zum Abschluss, so dass der Cours von 101.80 auf 102.10 stieg. — Um 1 Uhr notirte man: — [191, 152, 605, 241]
boerse-row-cell: 9.36 1/2 — [467, 766, 518, 780]
schluss-row — [621, 176, 1066, 193]
